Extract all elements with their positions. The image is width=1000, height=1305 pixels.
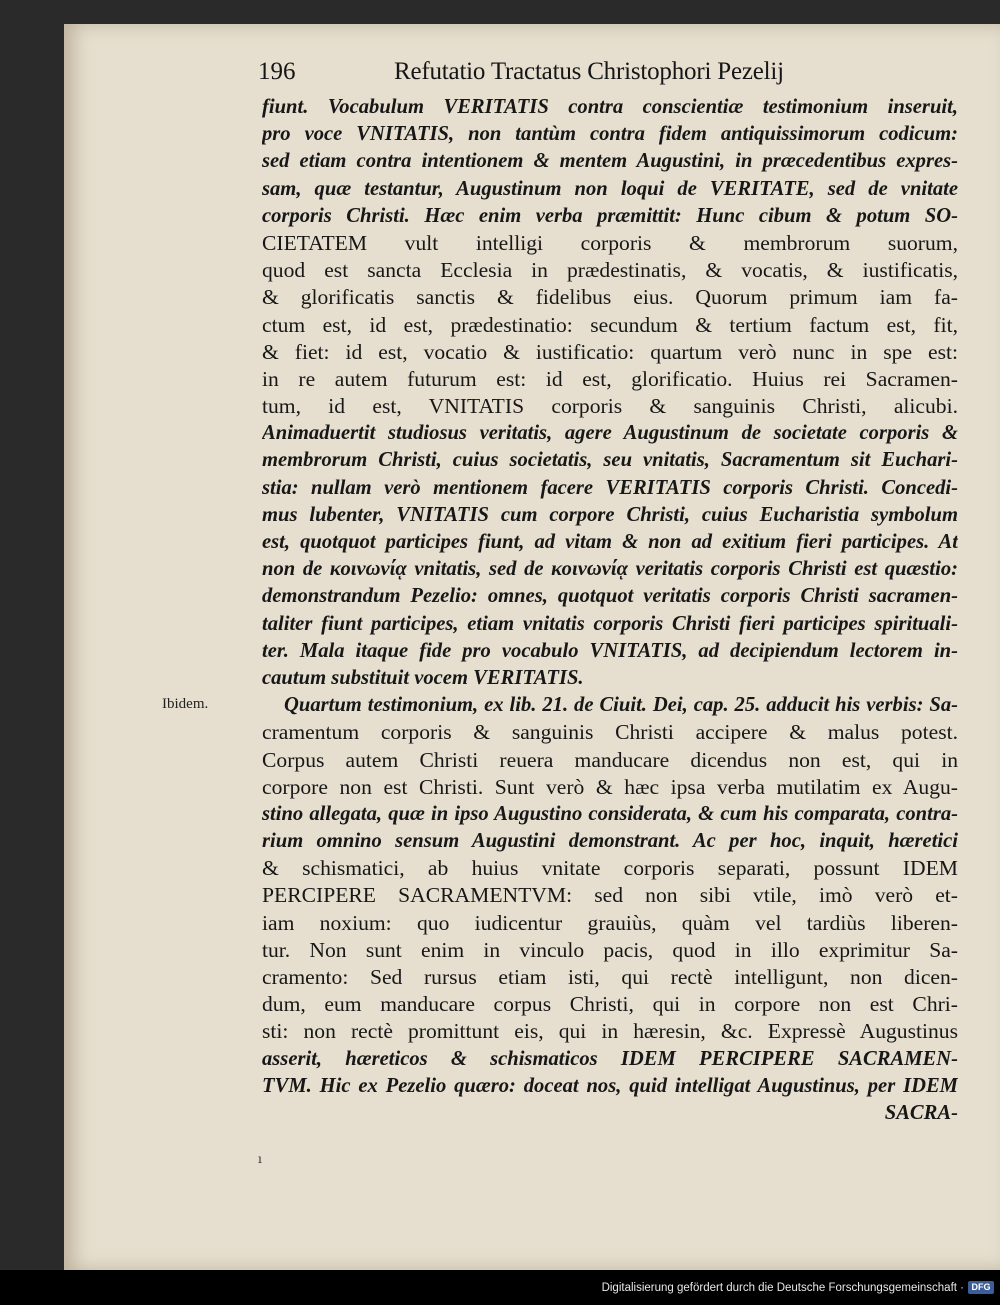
- text-line: ter. Mala itaque fide pro vocabulo VNITATIS, ad decipiendum lectorem in-: [262, 639, 958, 662]
- text-line: membrorum Christi, cuius societatis, seu vnitatis, Sacramentum sit Euchari-: [262, 449, 958, 472]
- margin-note: Ibidem.: [162, 696, 209, 712]
- footer-credit: Digitalisierung gefördert durch die Deutsche Forschungsgemeinschaft ·: [601, 1282, 964, 1294]
- text-line: CIETATEM vult intelligi corporis & membrorum suorum,: [262, 230, 958, 255]
- text-line: corpore non est Christi. Sunt verò & hæc ipsa verba mutilatim ex Augu-: [262, 774, 958, 799]
- stray-mark: ı: [258, 1152, 262, 1166]
- text-line: quod est sancta Ecclesia in prædestinatis, & vocatis, & iustificatis,: [262, 258, 958, 283]
- footer-bar: [0, 1270, 1000, 1305]
- text-line: tur. Non sunt enim in vinculo pacis, quod in illo exprimitur Sa-: [262, 937, 958, 962]
- page-header: [258, 58, 958, 92]
- text-line: SACRA-: [884, 1101, 958, 1124]
- text-line: & glorificatis sanctis & fidelibus eius. Quorum primum iam fa-: [262, 285, 958, 310]
- text-line: cramento: Sed rursus etiam isti, qui rectè intelligunt, non dicen-: [262, 965, 958, 989]
- text-line: stino allegata, quæ in ipso Augustino considerata, & cum his comparata, contra-: [262, 802, 958, 825]
- text-line: non de κοινωνίᾳ vnitatis, sed de κοινωνίᾳ veritatis corporis Christi est quæstio:: [262, 558, 958, 581]
- body-text: [262, 94, 958, 1127]
- text-line: asserit, hæreticos & schismaticos IDEM PERCIPERE SACRAMEN-: [262, 1047, 958, 1070]
- text-line: tum, id est, VNITATIS corporis & sanguinis Christi, alicubi.: [262, 394, 958, 419]
- text-line: cramentum corporis & sanguinis Christi accipere & malus potest.: [262, 720, 958, 745]
- text-line: corporis Christi. Hæc enim verba præmittit: Hunc cibum & potum SO-: [262, 204, 958, 227]
- text-line: est, quotquot participes fiunt, ad vitam & non ad exitium fieri participes. At: [262, 531, 958, 553]
- text-line: dum, eum manducare corpus Christi, qui in corpore non est Chri-: [262, 992, 958, 1017]
- text-line: rium omnino sensum Augustini demonstrant. Ac per hoc, inquit, hæretici: [262, 830, 958, 853]
- text-line: Quartum testimonium, ex lib. 21. de Ciuit. Dei, cap. 25. adducit his verbis: Sa-: [284, 694, 958, 717]
- text-line: mus lubenter, VNITATIS cum corpore Christi, cuius Eucharistia symbolum: [262, 503, 958, 526]
- text-line: Animaduertit studiosus veritatis, agere Augustinum de societate corporis &: [262, 422, 958, 445]
- text-line: & fiet: id est, vocatio & iustificatio: quartum verò nunc in spe est:: [262, 339, 958, 364]
- text-line: TVM. Hic ex Pezelio quæro: doceat nos, quid intelligat Augustinus, per IDEM: [262, 1074, 958, 1097]
- text-line: demonstrandum Pezelio: omnes, quotquot veritatis corporis Christi sacramen-: [262, 585, 958, 608]
- text-line: fiunt. Vocabulum VERITATIS contra conscientiæ testimonium inseruit,: [262, 96, 958, 118]
- text-line: sam, quæ testantur, Augustinum non loqui de VERITATE, sed de vnitate: [262, 177, 958, 200]
- text-line: taliter fiunt participes, etiam vnitatis corporis Christi fieri participes spirituali-: [262, 612, 958, 635]
- text-line: sed etiam contra intentionem & mentem Augustini, in præcedentibus expres-: [262, 150, 958, 173]
- text-line: & schismatici, ab huius vnitate corporis separati, possunt IDEM: [262, 856, 958, 881]
- page-number: 196: [258, 58, 296, 85]
- text-line: cautum substituit vocem VERITATIS.: [262, 666, 584, 689]
- text-line: pro voce VNITATIS, non tantùm contra fidem antiquissimorum codicum:: [262, 123, 958, 146]
- text-line: Corpus autem Christi reuera manducare dicendus non est, qui in: [262, 747, 958, 772]
- text-line: sti: non rectè promittunt eis, qui in hæresin, &c. Expressè Augustinus: [262, 1019, 958, 1044]
- text-line: ctum est, id est, prædestinatio: secundum & tertium factum est, fit,: [262, 312, 958, 337]
- dfg-logo: DFG: [968, 1281, 994, 1294]
- text-line: iam noxium: quo iudicentur grauiùs, quàm vel tardiùs liberen-: [262, 910, 958, 935]
- text-line: PERCIPERE SACRAMENTVM: sed non sibi vtile, imò verò et-: [262, 883, 958, 908]
- text-line: stia: nullam verò mentionem facere VERITATIS corporis Christi. Concedi-: [262, 476, 958, 499]
- text-line: in re autem futurum est: id est, glorificatio. Huius rei Sacramen-: [262, 366, 958, 391]
- running-title: Refutatio Tractatus Christophori Pezelij: [394, 58, 784, 85]
